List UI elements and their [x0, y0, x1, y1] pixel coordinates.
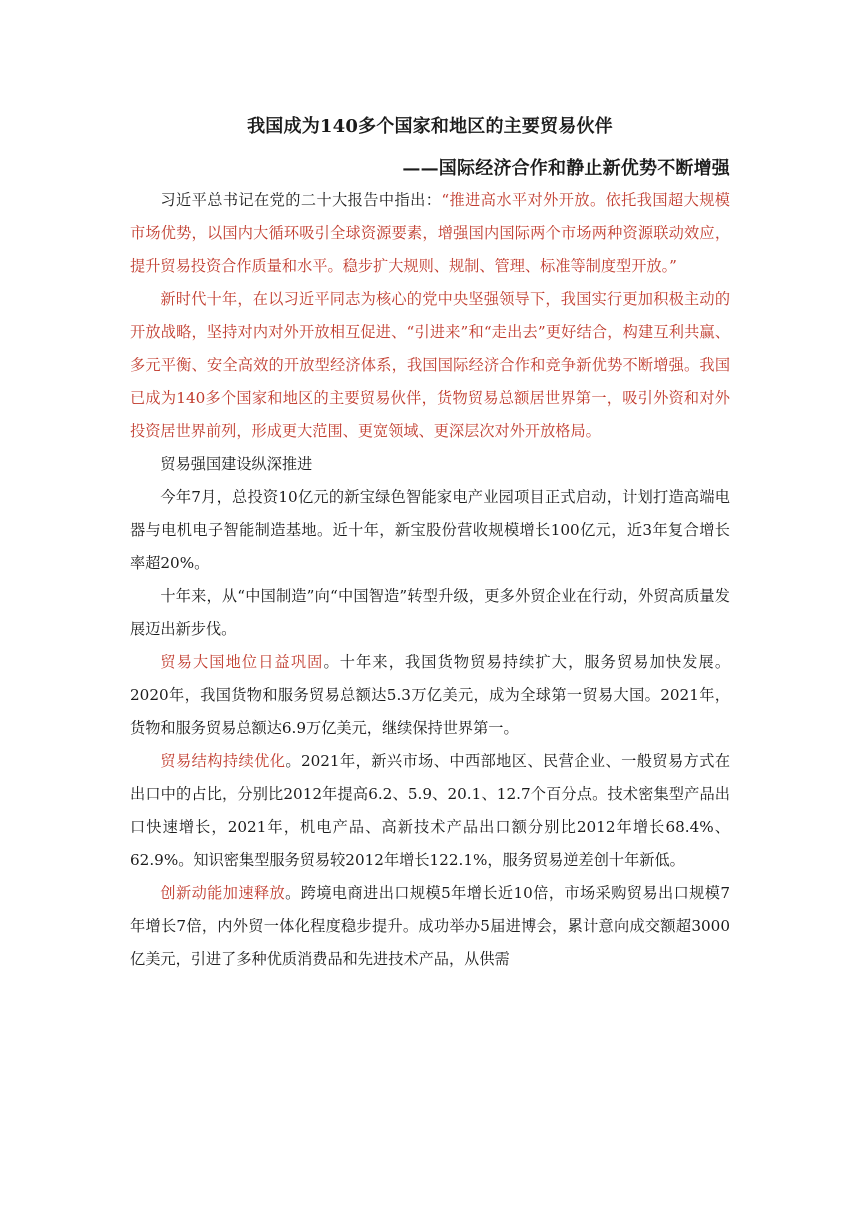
highlighted-lead: 贸易结构持续优化 [160, 752, 286, 770]
document-title: 我国成为140多个国家和地区的主要贸易伙伴 [247, 116, 613, 137]
paragraph-body: 。2021年，新兴市场、中西部地区、民营企业、一般贸易方式在出口中的占比，分别比2012年提高6.2、5.9、20.1、12.7个百分点。技术密集型产品出口快速增长，2021年，机电产品、高新技术产品出口额分别比2012年增长68.4%、62.9%。知识密集型服务贸易较2012年增长122.1%，服务贸易逆差创十年新低。 [130, 752, 731, 869]
paragraph-lead: 习近平总书记在党的二十大报告中指出： [160, 191, 442, 209]
paragraph-trade-structure [130, 745, 730, 877]
paragraph-xinbao: 今年7月，总投资10亿元的新宝绿色智能家电产业园项目正式启动，计划打造高端电器与电机电子智能制造基地。近十年，新宝股份营收规模增长100亿元，近3年复合增长率超20%。 [130, 488, 730, 572]
paragraph-body: 。十年来，我国货物贸易持续扩大，服务贸易加快发展。2020年，我国货物和服务贸易总额达5.3万亿美元，成为全球第一贸易大国。2021年，货物和服务贸易总额达6.9万亿美元，继续保持世界第一。 [130, 653, 731, 737]
highlighted-quote: “推进高水平对外开放。依托我国超大规模市场优势，以国内大循环吸引全球资源要素，增强国内国际两个市场两种资源联动效应，提升贸易投资合作质量和水平。稳步扩大规则、规制、管理、标准等制度型开放。” [130, 191, 730, 275]
highlighted-lead: 创新动能加速释放 [160, 884, 286, 902]
paragraph-innovation [130, 877, 730, 976]
paragraph-trade-status [130, 646, 730, 745]
paragraph-report-quote [130, 184, 730, 283]
highlighted-lead: 贸易大国地位日益巩固 [160, 653, 324, 671]
document-subtitle: ——国际经济合作和静止新优势不断增强 [402, 158, 730, 179]
document-page [130, 112, 730, 976]
paragraph-new-era: 新时代十年，在以习近平同志为核心的党中央坚强领导下，我国实行更加积极主动的开放战略，坚持对内对外开放相互促进、“引进来”和“走出去”更好结合，构建互利共赢、多元平衡、安全高效的开放型经济体系，我国国际经济合作和竞争新优势不断增强。我国已成为140多个国家和地区的主要贸易伙伴，货物贸易总额居世界第一，吸引外资和对外投资居世界前列，形成更大范围、更宽领域、更深层次对外开放格局。 [130, 290, 730, 440]
paragraph-body: 。跨境电商进出口规模5年增长近10倍，市场采购贸易出口规模7年增长7倍，内外贸一体化程度稳步提升。成功举办5届进博会，累计意向成交额超3000亿美元，引进了多种优质消费品和先进技术产品，从供需 [130, 884, 731, 968]
section-heading-trade-power: 贸易强国建设纵深推进 [160, 455, 313, 473]
paragraph-made-in-china: 十年来，从“中国制造”向“中国智造”转型升级，更多外贸企业在行动，外贸高质量发展迈出新步伐。 [130, 587, 730, 638]
